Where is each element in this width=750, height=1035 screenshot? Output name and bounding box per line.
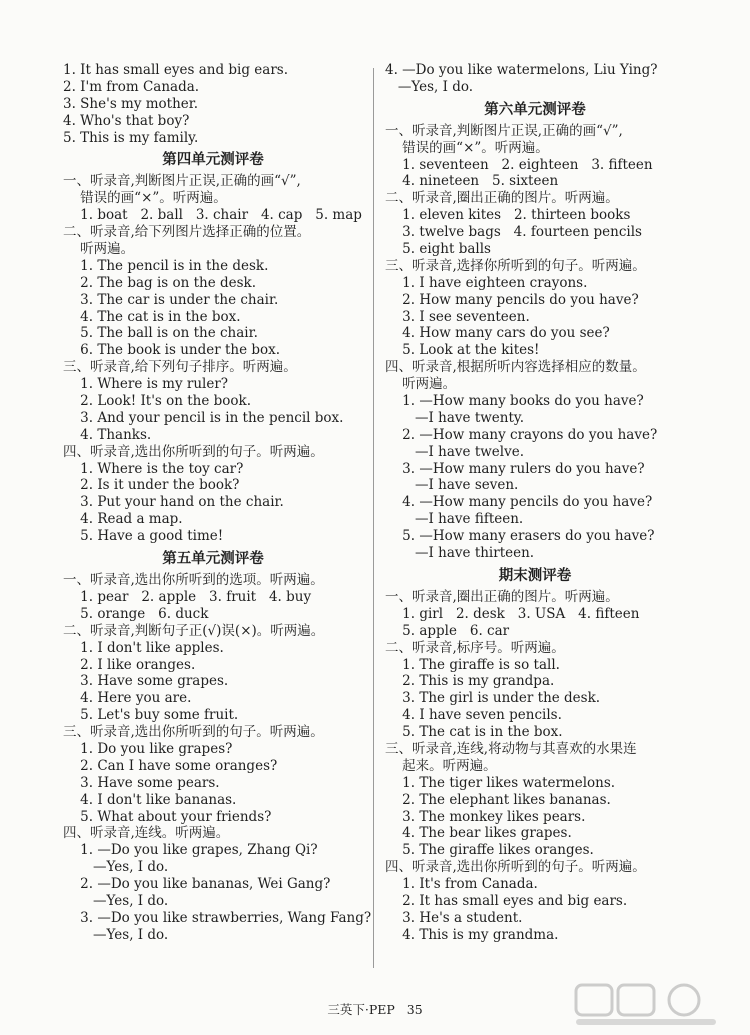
text-line: 5. The ball is on the chair. [63, 325, 258, 342]
text-line: 5. What about your friends? [63, 808, 272, 825]
text-line: 2. —How many crayons do you have? [385, 426, 658, 443]
section-title: 期末测评卷 [498, 567, 572, 584]
text-line: 1. Where is the toy car? [63, 460, 244, 477]
text-line: 5. The cat is in the box. [385, 724, 563, 741]
text-line: 3. And your pencil is in the pencil box. [63, 409, 344, 426]
text-line: 1. I don't like apples. [63, 639, 224, 656]
text-line: 4. Who's that boy? [63, 112, 190, 129]
text-line: 1. —Do you like grapes, Zhang Qi? [63, 842, 318, 859]
text-line: 1. Do you like grapes? [63, 740, 233, 757]
text-line: 二、听录音,标序号。听两遍。 [385, 639, 565, 656]
text-line: 4. Thanks. [63, 426, 152, 443]
text-line: 5. This is my family. [63, 129, 199, 146]
text-line: 5. Let's buy some fruit. [63, 707, 239, 724]
text-line: 1. pear 2. apple 3. fruit 4. buy [63, 588, 312, 605]
text-line: 3. twelve bags 4. fourteen pencils [385, 224, 642, 241]
text-line: 4. Here you are. [63, 690, 192, 707]
text-line: 3. He's a student. [385, 909, 523, 926]
text-line: 2. It has small eyes and big ears. [385, 892, 628, 909]
text-line: 二、听录音,给下列图片选择正确的位置。 [63, 224, 311, 241]
text-line: 1. I have eighteen crayons. [385, 274, 588, 291]
text-line: 2. This is my grandpa. [385, 673, 555, 690]
text-line: 1. eleven kites 2. thirteen books [385, 207, 631, 224]
text-line: 3. I see seventeen. [385, 308, 530, 325]
text-line: 2. The bag is on the desk. [63, 274, 257, 291]
text-line: 三、听录音,连线,将动物与其喜欢的水果连 [385, 740, 637, 757]
text-line: —Yes, I do. [63, 892, 169, 909]
left-column [63, 62, 372, 944]
text-line: 2. How many pencils do you have? [385, 291, 639, 308]
section-title: 第四单元测评卷 [162, 152, 264, 169]
text-line: —I have thirteen. [385, 545, 535, 562]
text-line: 2. —Do you like bananas, Wei Gang? [63, 876, 331, 893]
text-line: 5. —How many erasers do you have? [385, 528, 655, 545]
section-title: 第五单元测评卷 [162, 551, 264, 568]
text-line: 3. —Do you like strawberries, Wang Fang? [63, 909, 372, 926]
text-line: 一、听录音,判断图片正误,正确的画“√”, [385, 122, 623, 139]
text-line: 3. The monkey likes pears. [385, 808, 586, 825]
book-label: 三英下·PEP [327, 1002, 395, 1017]
text-line: 三、听录音,选择你所听到的句子。听两遍。 [385, 257, 646, 274]
text-line: 四、听录音,根据所听内容选择相应的数量。 [385, 359, 646, 376]
column-divider [373, 68, 374, 968]
text-line: 4. The bear likes grapes. [385, 825, 572, 842]
text-line: 一、听录音,判断图片正误,正确的画“√”, [63, 173, 301, 190]
text-line: 5. Look at the kites! [385, 342, 540, 359]
text-line: —I have fifteen. [385, 511, 524, 528]
text-line: 1. The pencil is in the desk. [63, 257, 269, 274]
text-line: 3. The girl is under the desk. [385, 690, 601, 707]
text-line: 二、听录音,判断句子正(√)误(×)。听两遍。 [63, 622, 325, 639]
text-line: 3. —How many rulers do you have? [385, 460, 645, 477]
text-line: 5. The giraffe likes oranges. [385, 842, 594, 859]
text-line: 4. How many cars do you see? [385, 325, 610, 342]
text-line: 1. girl 2. desk 3. USA 4. fifteen [385, 605, 640, 622]
text-line: 2. Look! It's on the book. [63, 393, 252, 410]
text-line: 5. eight balls [385, 241, 491, 258]
text-line: 4. —How many pencils do you have? [385, 494, 653, 511]
text-line: 三、听录音,选出你所听到的句子。听两遍。 [63, 724, 324, 741]
text-line: 1. boat 2. ball 3. chair 4. cap 5. map [63, 207, 362, 224]
page-number: 35 [406, 1002, 423, 1017]
text-line: —I have twelve. [385, 443, 525, 460]
text-line: 4. I have seven pencils. [385, 707, 562, 724]
text-line: 5. Have a good time! [63, 528, 224, 545]
text-line: 听两遍。 [385, 376, 457, 393]
text-line: 三、听录音,给下列句子排序。听两遍。 [63, 359, 297, 376]
text-line: —Yes, I do. [63, 859, 169, 876]
text-line: 3. The car is under the chair. [63, 291, 279, 308]
text-line: 5. apple 6. car [385, 622, 510, 639]
text-line: 四、听录音,连线。听两遍。 [63, 825, 230, 842]
text-line: 2. I like oranges. [63, 656, 196, 673]
text-line: 4. Read a map. [63, 511, 183, 528]
text-line: 1. The giraffe is so tall. [385, 656, 560, 673]
text-line: 2. I'm from Canada. [63, 78, 200, 95]
watermark-logo-icon [572, 981, 722, 1029]
text-line: 4. This is my grandma. [385, 926, 559, 943]
text-line: 3. Put your hand on the chair. [63, 494, 284, 511]
text-line: 4. —Do you like watermelons, Liu Ying? [385, 62, 658, 78]
text-line: 3. Have some pears. [63, 774, 220, 791]
text-line: —Yes, I do. [63, 926, 169, 943]
text-line: 2. The elephant likes bananas. [385, 791, 611, 808]
text-line: 起来。听两遍。 [385, 757, 497, 774]
text-line: 二、听录音,圈出正确的图片。听两遍。 [385, 190, 619, 207]
text-line: 5. orange 6. duck [63, 605, 209, 622]
text-line: 1. It has small eyes and big ears. [63, 62, 288, 78]
text-line: —I have seven. [385, 477, 519, 494]
text-line: —Yes, I do. [385, 78, 474, 95]
text-line: —I have twenty. [385, 409, 525, 426]
text-line: 6. The book is under the box. [63, 342, 281, 359]
text-line: 1. seventeen 2. eighteen 3. fifteen [385, 156, 653, 173]
text-line: 听两遍。 [63, 241, 135, 258]
text-line: 4. The cat is in the box. [63, 308, 241, 325]
text-line: 1. Where is my ruler? [63, 376, 229, 393]
section-title: 第六单元测评卷 [484, 101, 586, 118]
text-line: 四、听录音,选出你所听到的句子。听两遍。 [63, 443, 324, 460]
text-line: 1. It's from Canada. [385, 876, 538, 893]
text-line: 4. I don't like bananas. [63, 791, 237, 808]
text-line: 一、听录音,选出你所听到的选项。听两遍。 [63, 572, 324, 589]
text-line: 一、听录音,圈出正确的图片。听两遍。 [385, 588, 619, 605]
text-line: 1. The tiger likes watermelons. [385, 774, 616, 791]
text-line: 3. She's my mother. [63, 95, 199, 112]
text-line: 2. Can I have some oranges? [63, 757, 278, 774]
right-column [385, 62, 685, 944]
text-line: 错误的画“×”。听两遍。 [63, 190, 227, 207]
text-line: 四、听录音,选出你所听到的句子。听两遍。 [385, 859, 646, 876]
text-line: 1. —How many books do you have? [385, 393, 644, 410]
text-line: 2. Is it under the book? [63, 477, 240, 494]
text-line: 3. Have some grapes. [63, 673, 229, 690]
text-line: 错误的画“×”。听两遍。 [385, 139, 549, 156]
text-line: 4. nineteen 5. sixteen [385, 173, 559, 190]
